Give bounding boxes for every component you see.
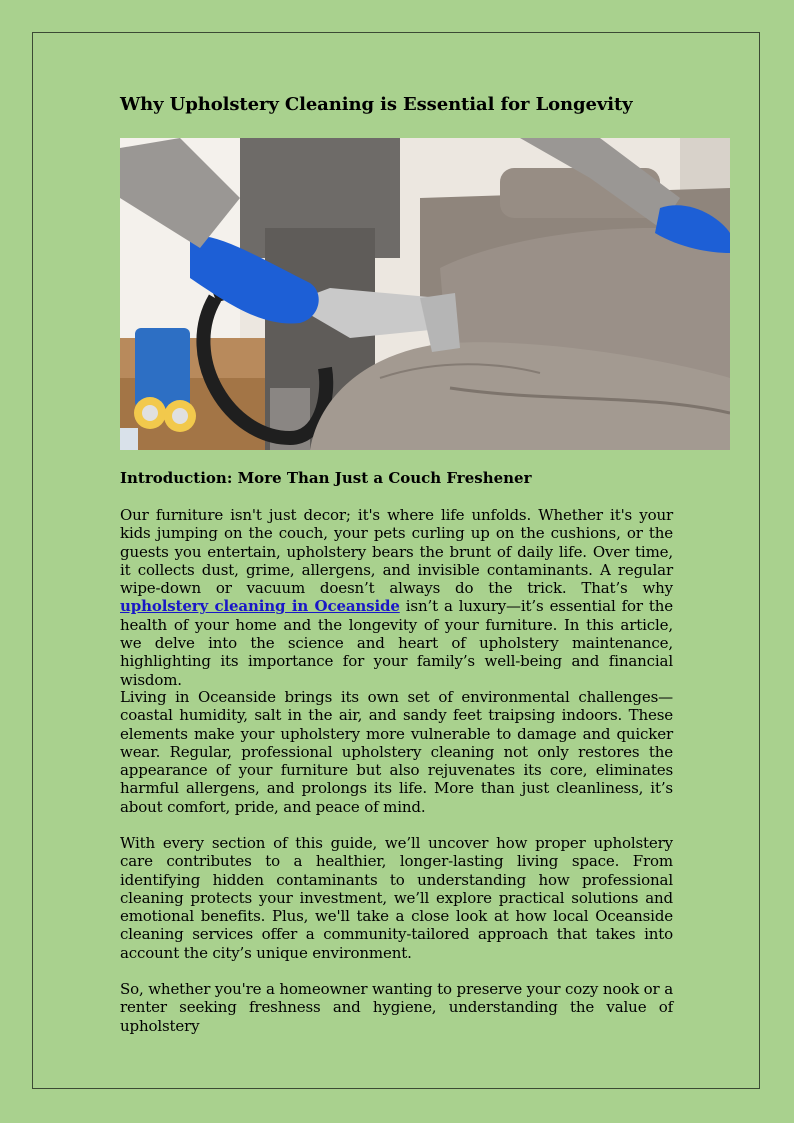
paragraph-oceanside-challenges: Living in Oceanside brings its own set of environmental challenges—coastal humidity, salt in the air, and sandy feet traipsing indoors. These elements make your upholstery more vulnerable to damage and quicker wear. Regular, professional upholstery cleaning not only restores the appearance of your furniture but also rejuvenates its core, eliminates harmful allergens, and prolongs its life. More than just cleanliness, it’s about comfort, pride, and peace of mind. xyxy=(120,688,673,816)
section-heading: Introduction: More Than Just a Couch Freshener xyxy=(120,469,532,487)
paragraph-intro-text-start: Our furniture isn't just decor; it's where life unfolds. Whether it's your kids jumping on the couch, your pets curling up on the cushions, or the guests you entertain, upholstery bears the brunt of daily life. Over time, it collects dust, grime, allergens, and invisible contaminants. A regular wipe-down or vacuum doesn’t always do the trick. That’s why xyxy=(120,506,673,598)
paragraph-guide-overview: With every section of this guide, we’ll uncover how proper upholstery care contributes to a healthier, longer-lasting living space. From identifying hidden contaminants to understanding how professional cleaning protects your investment, we’ll explore practical solutions and emotional benefits. Plus, we'll take a close look at how local Oceanside cleaning services offer a community-tailored approach that takes into account the city’s unique environment. xyxy=(120,834,673,962)
document-header xyxy=(120,92,673,118)
paragraph-intro xyxy=(120,506,673,689)
upholstery-cleaning-link[interactable]: upholstery cleaning in Oceanside xyxy=(120,597,400,616)
document-title: Why Upholstery Cleaning is Essential for Longevity xyxy=(120,94,633,115)
paragraph-closing: So, whether you're a homeowner wanting to preserve your cozy nook or a renter seeking freshness and hygiene, understanding the value of upholstery xyxy=(120,980,673,1035)
paragraph-intro-text-end: isn’t a luxury—it’s essential for the health of your home and the longevity of your furniture. In this article, we delve into the science and heart of upholstery maintenance, highlighting its importance for your family’s well-being and financial wisdom. xyxy=(120,597,673,689)
hero-photo-upholstery-cleaning xyxy=(120,138,730,450)
